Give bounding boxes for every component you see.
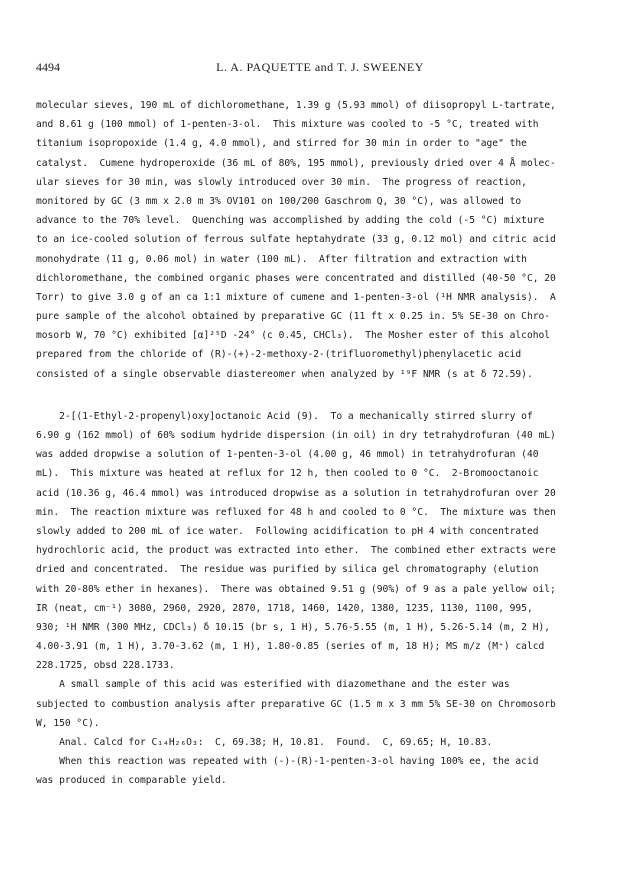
text-line: dichloromethane, the combined organic phases were concentrated and distilled (40-50 °C, 20 (36, 272, 556, 284)
text-line: 4.00-3.91 (m, 1 H), 3.70-3.62 (m, 1 H), 1.80-0.85 (series of m, 18 H); MS m/z (M⁺) calcd (36, 641, 545, 653)
article-body (36, 96, 606, 791)
page-number: 4494 (36, 60, 60, 74)
text-line: IR (neat, cm⁻¹) 3080, 2960, 2920, 2870, 1718, 1460, 1420, 1380, 1235, 1130, 1100, 995, (36, 602, 533, 614)
text-line: catalyst. Cumene hydroperoxide (36 mL of 80%, 195 mmol), previously dried over 4 Å molec- (36, 157, 556, 169)
text-line: was added dropwise a solution of 1-penten-3-ol (4.00 g, 46 mmol) in tetrahydrofuran (40 (36, 449, 539, 461)
text-line: 6.90 g (162 mmol) of 60% sodium hydride dispersion (in oil) in dry tetrahydrofuran (40 mL) (36, 430, 556, 441)
text-line: 2-[(1-Ethyl-2-propenyl)oxy]octanoic Acid (9). To a mechanically stirred slurry of (36, 410, 533, 422)
text-line: A small sample of this acid was esterified with diazomethane and the ester was (36, 679, 510, 691)
text-line: molecular sieves, 190 mL of dichloromethane, 1.39 g (5.93 mmol) of diisopropyl L-tartrate, (36, 100, 556, 111)
text-line: mL). This mixture was heated at reflux for 12 h, then cooled to 0 °C. 2-Bromooctanoic (36, 468, 539, 480)
paragraph-gap (36, 384, 606, 407)
text-line: 228.1725, obsd 228.1733. (36, 660, 175, 672)
text-line: and 8.61 g (100 mmol) of 1-penten-3-ol. This mixture was cooled to -5 °C, treated with (36, 119, 539, 131)
text-line: When this reaction was repeated with (-)-(R)-1-penten-3-ol having 100% ee, the acid (36, 756, 539, 768)
text-line: titanium isopropoxide (1.4 g, 4.0 mmol), and stirred for 30 min in order to "age" the (36, 138, 527, 150)
text-line: ular sieves for 30 min, was slowly introduced over 30 min. The progress of reaction, (36, 176, 527, 188)
paragraph-alcohol-preparation (36, 96, 606, 384)
text-line: W, 150 °C). (36, 717, 100, 729)
text-line: was produced in comparable yield. (36, 775, 227, 787)
page-header (36, 60, 604, 76)
text-line: hydrochloric acid, the product was extracted into ether. The combined ether extracts were (36, 545, 556, 557)
paragraph-octanoic-acid-synthesis (36, 407, 606, 791)
text-line: min. The reaction mixture was refluxed for 48 h and cooled to 0 °C. The mixture was then (36, 506, 556, 518)
text-line: acid (10.36 g, 46.4 mmol) was introduced dropwise as a solution in tetrahydrofuran over 20 (36, 487, 556, 499)
text-line: to an ice-cooled solution of ferrous sulfate heptahydrate (33 g, 0.12 mol) and citric acid (36, 234, 556, 246)
text-line: slowly added to 200 mL of ice water. Following acidification to pH 4 with concentrated (36, 525, 539, 537)
text-line: monohydrate (11 g, 0.06 mol) in water (100 mL). After filtration and extraction with (36, 253, 527, 265)
text-line: dried and concentrated. The residue was purified by silica gel chromatography (elution (36, 564, 539, 576)
text-line: prepared from the chloride of (R)-(+)-2-methoxy-2-(trifluoromethyl)phenylacetic acid (36, 349, 522, 361)
text-line: advance to the 70% level. Quenching was accomplished by adding the cold (-5 °C) mixture (36, 215, 545, 227)
text-line: pure sample of the alcohol obtained by preparative GC (11 ft x 0.25 in. 5% SE-30 on Chro- (36, 311, 551, 323)
text-line: monitored by GC (3 mm x 2.0 m 3% OV101 on 100/200 Gaschrom Q, 30 °C), was allowed to (36, 195, 522, 207)
text-line: consisted of a single observable diastereomer when analyzed by ¹⁹F NMR (s at δ 72.59). (36, 368, 533, 380)
text-line: subjected to combustion analysis after preparative GC (1.5 m x 3 mm 5% SE-30 on Chromosorb (36, 698, 556, 710)
text-line: with 20-80% ether in hexanes). There was obtained 9.51 g (90%) of 9 as a pale yellow oil; (36, 583, 556, 595)
text-line: Anal. Calcd for C₁₄H₂₆O₃: C, 69.38; H, 10.81. Found. C, 69.65; H, 10.83. (36, 737, 493, 748)
text-line: mosorb W, 70 °C) exhibited [α]²⁵D -24° (c 0.45, CHCl₃). The Mosher ester of this alcohol (36, 330, 551, 342)
text-line: 930; ¹H NMR (300 MHz, CDCl₃) δ 10.15 (br s, 1 H), 5.76-5.55 (m, 1 H), 5.26-5.14 (m, 2 H), (36, 621, 551, 633)
running-head: L. A. PAQUETTE and T. J. SWEENEY (216, 60, 424, 74)
text-line: Torr) to give 3.0 g of an ca 1:1 mixture of cumene and 1-penten-3-ol (¹H NMR analysis). A (36, 291, 556, 303)
